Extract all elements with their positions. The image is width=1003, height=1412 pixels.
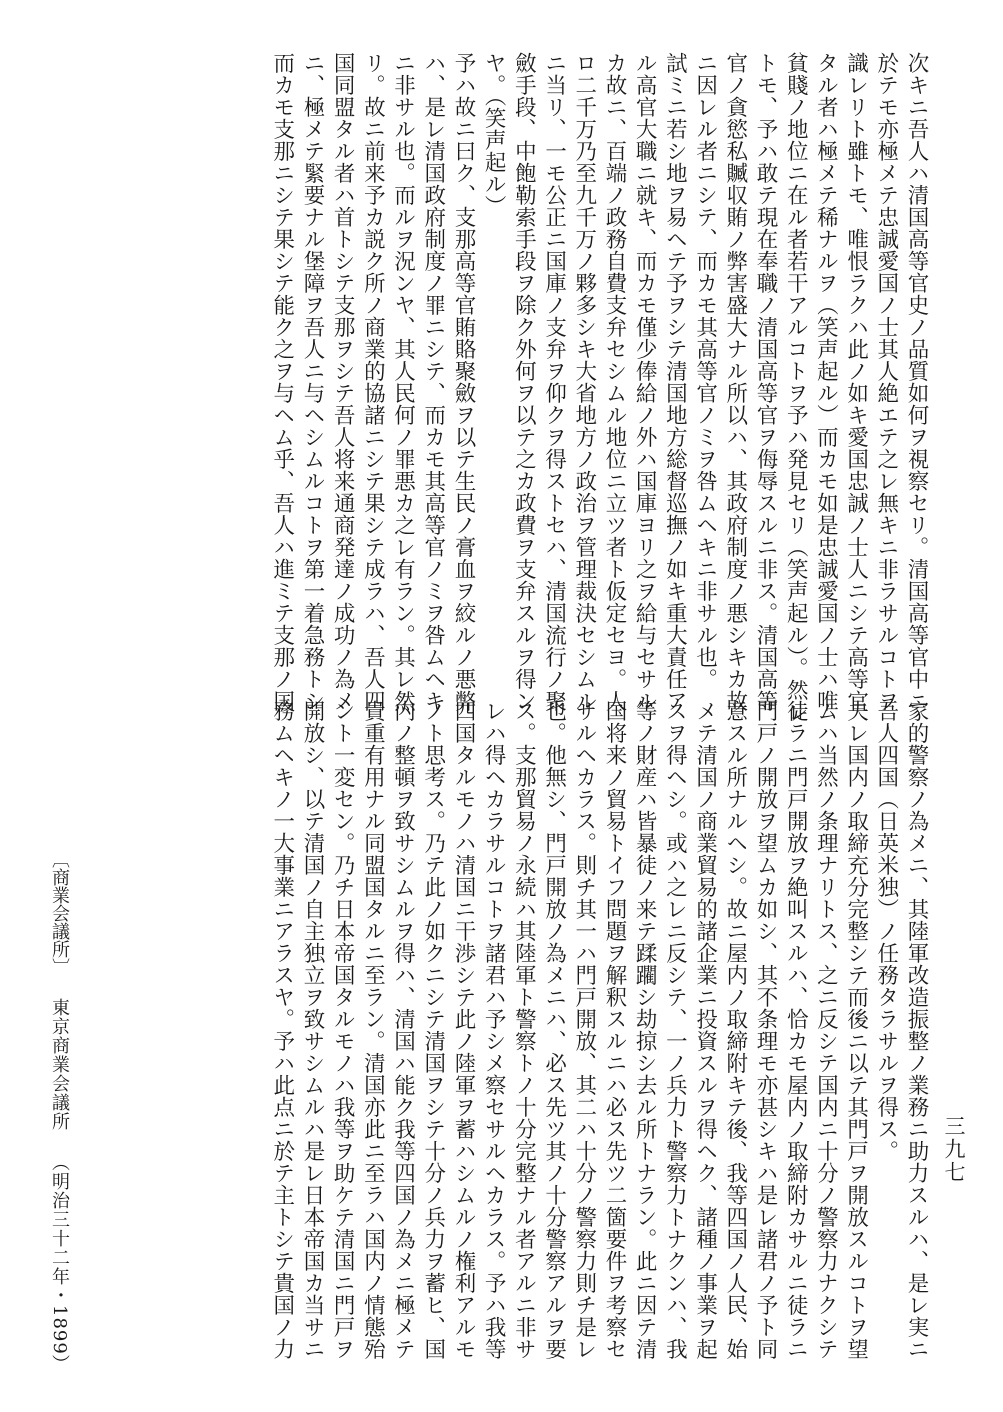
source-category: 〔商業会議所〕 [49, 850, 70, 976]
text-column: ムハ当然ノ条理ナリトス、之ニ反シテ国内ニ十分ノ警察力ナクシテ [813, 700, 839, 1360]
text-column: ント一変セン。乃チ日本帝国タルモノハ我等ヲ助ケテ清国ニ門戸ヲ [330, 700, 356, 1360]
text-column: ニ因レル者ニシテ、而カモ其高等官ノミヲ咎ムヘキニ非サル也。 [692, 52, 718, 690]
text-column: 貧賤ノ地位ニ在ル者若干アルコトヲ予ハ発見セリ（笑声起ル）。然レ [783, 52, 809, 724]
text-column: 意スル所ナルヘシ。故ニ屋内ノ取締附キテ後、我等四国ノ人民、始 [722, 700, 748, 1360]
text-column: 家的警察ノ為メニ、其陸軍改造振整ノ業務ニ助力スルハ、是レ実ニ [904, 700, 929, 1360]
text-column: 内ノ整頓ヲ致サシムルヲ得ハ、清国ハ能ク我等四国ノ為メニ極メテ [390, 700, 416, 1360]
text-column: 吾人四国（日英米独）ノ任務タラサルヲ得ス。 [873, 700, 899, 1162]
text-column: 斂手段、中飽勒索手段ヲ除ク外何ヲ以テ之カ政費ヲ支弁スルヲ得ン [511, 52, 537, 712]
text-column: 於テモ亦極メテ忠誠愛国ノ士其人絶エテ之レ無キニ非ラサルコトヲ [873, 52, 899, 712]
text-column: 国将来ノ貿易トイフ問題ヲ解釈スルニハ必ス先ツ二箇要件ヲ考察セ [601, 700, 627, 1360]
text-column: 徒ラニ門戸開放ヲ絶叫スルハ、恰カモ屋内ノ取締附カサルニ徒ラニ [783, 700, 809, 1360]
text-column: メテ清国ノ商業貿易的諸企業ニ投資スルヲ得ヘク、諸種ノ事業ヲ起 [692, 700, 718, 1360]
text-column: 等ノ財産ハ皆暴徒ノ来テ蹂躙シ劫掠シ去ル所トナラン。此ニ因テ清 [632, 700, 658, 1360]
text-column: 予ハ故ニ曰ク、支那高等官賄賂聚斂ヲ以テ生民ノ膏血ヲ絞ルノ悪弊 [450, 52, 476, 712]
text-column: 也。他無シ、門戸開放ノ為メニハ、必ス先ツ其ノ十分警察アルヲ要 [541, 700, 567, 1360]
text-column: 貴重有用ナル同盟国タルニ至ラン。清国亦此ニ至ラハ国内ノ情態殆 [360, 700, 386, 1360]
text-column: カ故ニ、百端ノ政務自費支弁セシムル地位ニ立ツ者ト仮定セヨ。人 [601, 52, 627, 712]
text-column: 開放シ、以テ清国ノ自主独立ヲ致サシムルハ是レ日本帝国カ当サニ [299, 700, 325, 1360]
source-citation [46, 850, 72, 1374]
text-column: ニ当リ、一モ公正ニ国庫ノ支弁ヲ仰クヲ得ストセハ、清国流行ノ聚 [541, 52, 567, 712]
lower-text-block [91, 700, 931, 1360]
source-date: （明治三十二年・1899） [49, 1153, 70, 1374]
text-column: リ。故ニ前来予カ説ク所ノ商業的協諸ニシテ果シテ成ラハ、吾人四 [360, 52, 386, 712]
text-column: ノト思考ス。乃テ此ノ如クニシテ清国ヲシテ十分ノ兵力ヲ蓄ヒ、国 [420, 700, 446, 1360]
text-column: ヤ。（笑声起ル） [481, 52, 507, 218]
text-column: ニ非サル也。而ルヲ況ンヤ、其人民何ノ罪悪カ之レ有ラン。其レ然 [390, 52, 416, 712]
text-column: 国同盟タル者ハ首トシテ支那ヲシテ吾人将来通商発達ノ成功ノ為メ [330, 52, 356, 712]
text-column: 識レリト雖トモ、唯恨ラクハ此ノ如キ愛国忠誠ノ士人ニシテ高等官 [843, 52, 869, 712]
text-column: 夫レ国内ノ取締充分完整シテ而後ニ以テ其門戸ヲ開放スルコトヲ望 [843, 700, 869, 1360]
text-column: 門戸ノ開放ヲ望ムカ如シ、其不条理モ亦甚シキハ是レ諸君ノ予ト同 [752, 700, 778, 1360]
text-column: 而カモ支那ニシテ果シテ能ク之ヲ与ヘム乎、吾人ハ進ミテ支那ノ国 [269, 52, 295, 712]
text-column: ハ、是レ清国政府制度ノ罪ニシテ、而カモ其高等官ノミヲ咎ムヘキ [420, 52, 446, 712]
text-column: ニ、極メテ緊要ナル堡障ヲ吾人ニ与ヘシムルコトヲ第一着急務トシ [299, 52, 325, 712]
text-column: 官ノ貪慾私贓収賄ノ弊害盛大ナル所以ハ、其政府制度ノ悪シキカ故 [722, 52, 748, 712]
text-column: タル者ハ極メテ稀ナルヲ（笑声起ル）而カモ如是忠誠愛国ノ士ハ唯 [813, 52, 839, 712]
text-column: ル高官大職ニ就キ、而カモ僅少俸給ノ外ハ国庫ヨリ之ヲ給与セサル [632, 52, 658, 712]
text-column: ス。支那貿易ノ永続ハ其陸軍ト警察トノ十分完整ナル者アルニ非サ [511, 700, 537, 1360]
upper-text-block [51, 52, 931, 724]
text-column: 次キニ吾人ハ清国高等官史ノ品質如何ヲ視察セリ。清国高等官中ニ [904, 52, 929, 712]
text-column: レハ得ヘカラサルコトヲ諸君ハ予シメ察セサルヘカラス。予ハ我等 [481, 700, 507, 1360]
text-column: サルヘカラス。則チ其一ハ門戸開放、其二ハ十分ノ警察力則チ是レ [571, 700, 597, 1360]
text-column: 務ムヘキノ一大事業ニアラスヤ。予ハ此点ニ於テ主トシテ貴国ノ力 [269, 700, 295, 1360]
text-column: ロ二千万乃至九千万ノ夥多シキ大省地方ノ政治ヲ管理裁決セシムル [571, 52, 597, 712]
page-number: 三九七 [942, 1115, 966, 1184]
text-column: スヲ得ヘシ。或ハ之レニ反シテ、一ノ兵力ト警察力トナクンハ、我 [662, 700, 688, 1360]
text-column: 四国タルモノハ清国ニ干渉シテ此ノ陸軍ヲ蓄ハシムルノ権利アルモ [450, 700, 476, 1360]
source-name: 東京商業会議所 [49, 998, 70, 1131]
text-column: トモ、予ハ敢テ現在奉職ノ清国高等官ヲ侮辱スルニ非ス。清国高等 [752, 52, 778, 712]
text-column: 試ミニ若シ地ヲ易ヘテ予ヲシテ清国地方総督巡撫ノ如キ重大責任ア [662, 52, 688, 712]
